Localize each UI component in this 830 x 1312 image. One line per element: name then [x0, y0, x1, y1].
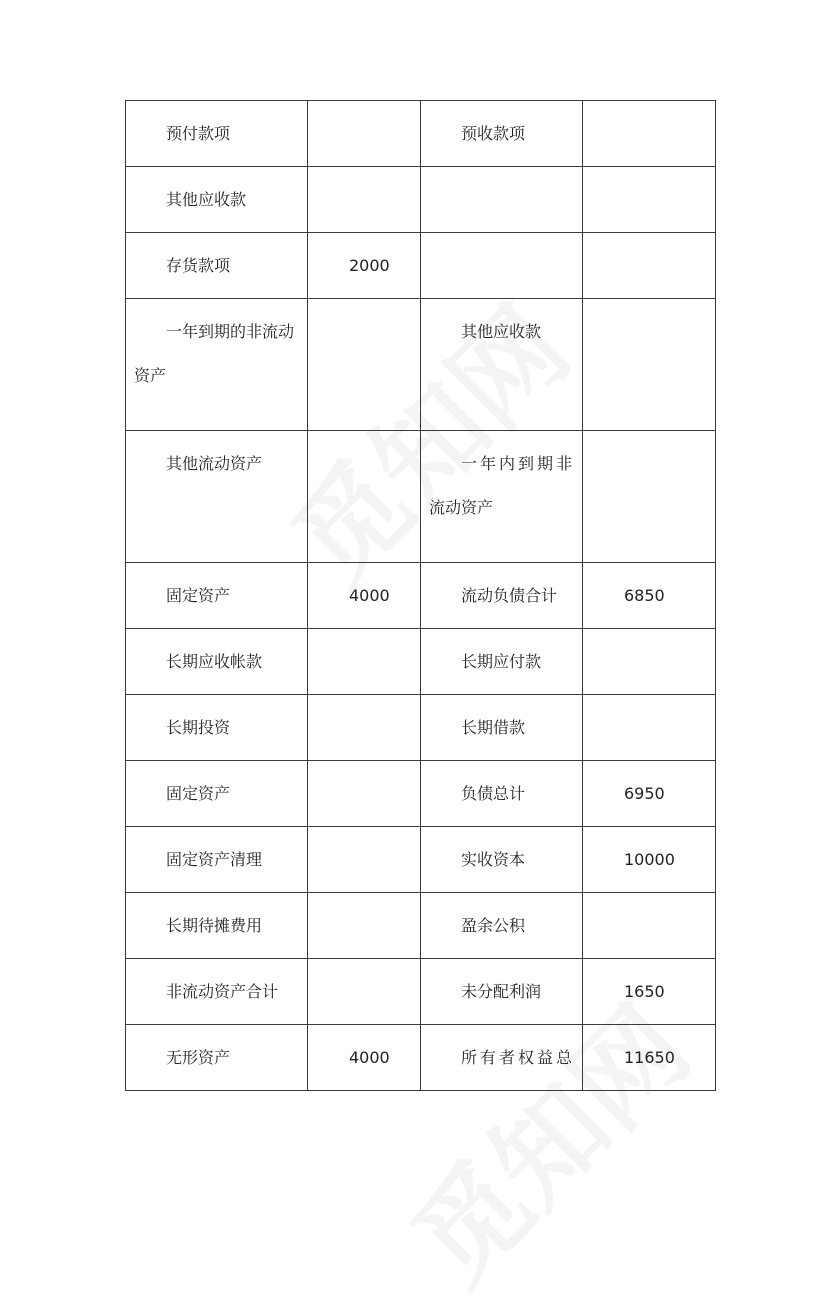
- liability-value: 6850: [583, 563, 716, 629]
- table-row: [126, 959, 716, 1025]
- asset-value: [308, 629, 421, 695]
- table-row: [126, 893, 716, 959]
- liability-label: 长期借款: [421, 695, 583, 761]
- liability-value: 6950: [583, 761, 716, 827]
- asset-value: [308, 761, 421, 827]
- table-row: [126, 233, 716, 299]
- table-row: [126, 563, 716, 629]
- liability-label: [421, 431, 583, 563]
- asset-value: [308, 827, 421, 893]
- asset-value: [308, 959, 421, 1025]
- liability-value: [583, 695, 716, 761]
- liability-label: [421, 233, 583, 299]
- liability-label: [421, 167, 583, 233]
- asset-value: 2000: [308, 233, 421, 299]
- table-row: [126, 827, 716, 893]
- asset-value: [308, 431, 421, 563]
- liability-label-line1: 其他应收款: [461, 322, 542, 341]
- liability-value: 10000: [583, 827, 716, 893]
- asset-label: [126, 431, 308, 563]
- table-row: [126, 761, 716, 827]
- asset-label: 非流动资产合计: [126, 959, 308, 1025]
- asset-label: 长期投资: [126, 695, 308, 761]
- liability-label: 未分配利润: [421, 959, 583, 1025]
- table-row: [126, 629, 716, 695]
- liability-value: [583, 101, 716, 167]
- liability-label: 所有者权益总: [421, 1025, 583, 1091]
- asset-value: [308, 167, 421, 233]
- liability-label: 盈余公积: [421, 893, 583, 959]
- asset-label: 存货款项: [126, 233, 308, 299]
- asset-label-line2: 资产: [134, 366, 167, 385]
- table-row: [126, 299, 716, 431]
- asset-value: [308, 101, 421, 167]
- table-row: [126, 431, 716, 563]
- liability-value: [583, 629, 716, 695]
- liability-label-line2: 流动资产: [429, 498, 494, 517]
- liability-value: 1650: [583, 959, 716, 1025]
- liability-value: [583, 233, 716, 299]
- table-row: [126, 101, 716, 167]
- liability-value: [583, 431, 716, 563]
- asset-label: 固定资产清理: [126, 827, 308, 893]
- asset-value: [308, 893, 421, 959]
- liability-label: 负债总计: [421, 761, 583, 827]
- liability-label: 实收资本: [421, 827, 583, 893]
- table-row: [126, 167, 716, 233]
- asset-label-line1: 其他流动资产: [166, 454, 263, 473]
- liability-label-line1: 一年内到期非: [461, 454, 576, 473]
- liability-value: [583, 893, 716, 959]
- liability-value: [583, 167, 716, 233]
- asset-label: [126, 299, 308, 431]
- asset-label: 固定资产: [126, 761, 308, 827]
- liability-value: [583, 299, 716, 431]
- liability-value: 11650: [583, 1025, 716, 1091]
- liability-label: 流动负债合计: [421, 563, 583, 629]
- asset-label: 长期应收帐款: [126, 629, 308, 695]
- asset-value: [308, 299, 421, 431]
- asset-value: 4000: [308, 1025, 421, 1091]
- liability-label: 长期应付款: [421, 629, 583, 695]
- asset-value: 4000: [308, 563, 421, 629]
- asset-label: 无形资产: [126, 1025, 308, 1091]
- asset-label: 预付款项: [126, 101, 308, 167]
- asset-label: 长期待摊费用: [126, 893, 308, 959]
- table-row: [126, 1025, 716, 1091]
- balance-sheet-table: [125, 100, 716, 1091]
- asset-value: [308, 695, 421, 761]
- liability-label: [421, 299, 583, 431]
- asset-label-line1: 一年到期的非流动: [166, 322, 295, 341]
- liability-label: 预收款项: [421, 101, 583, 167]
- asset-label: 其他应收款: [126, 167, 308, 233]
- table-row: [126, 695, 716, 761]
- asset-label: 固定资产: [126, 563, 308, 629]
